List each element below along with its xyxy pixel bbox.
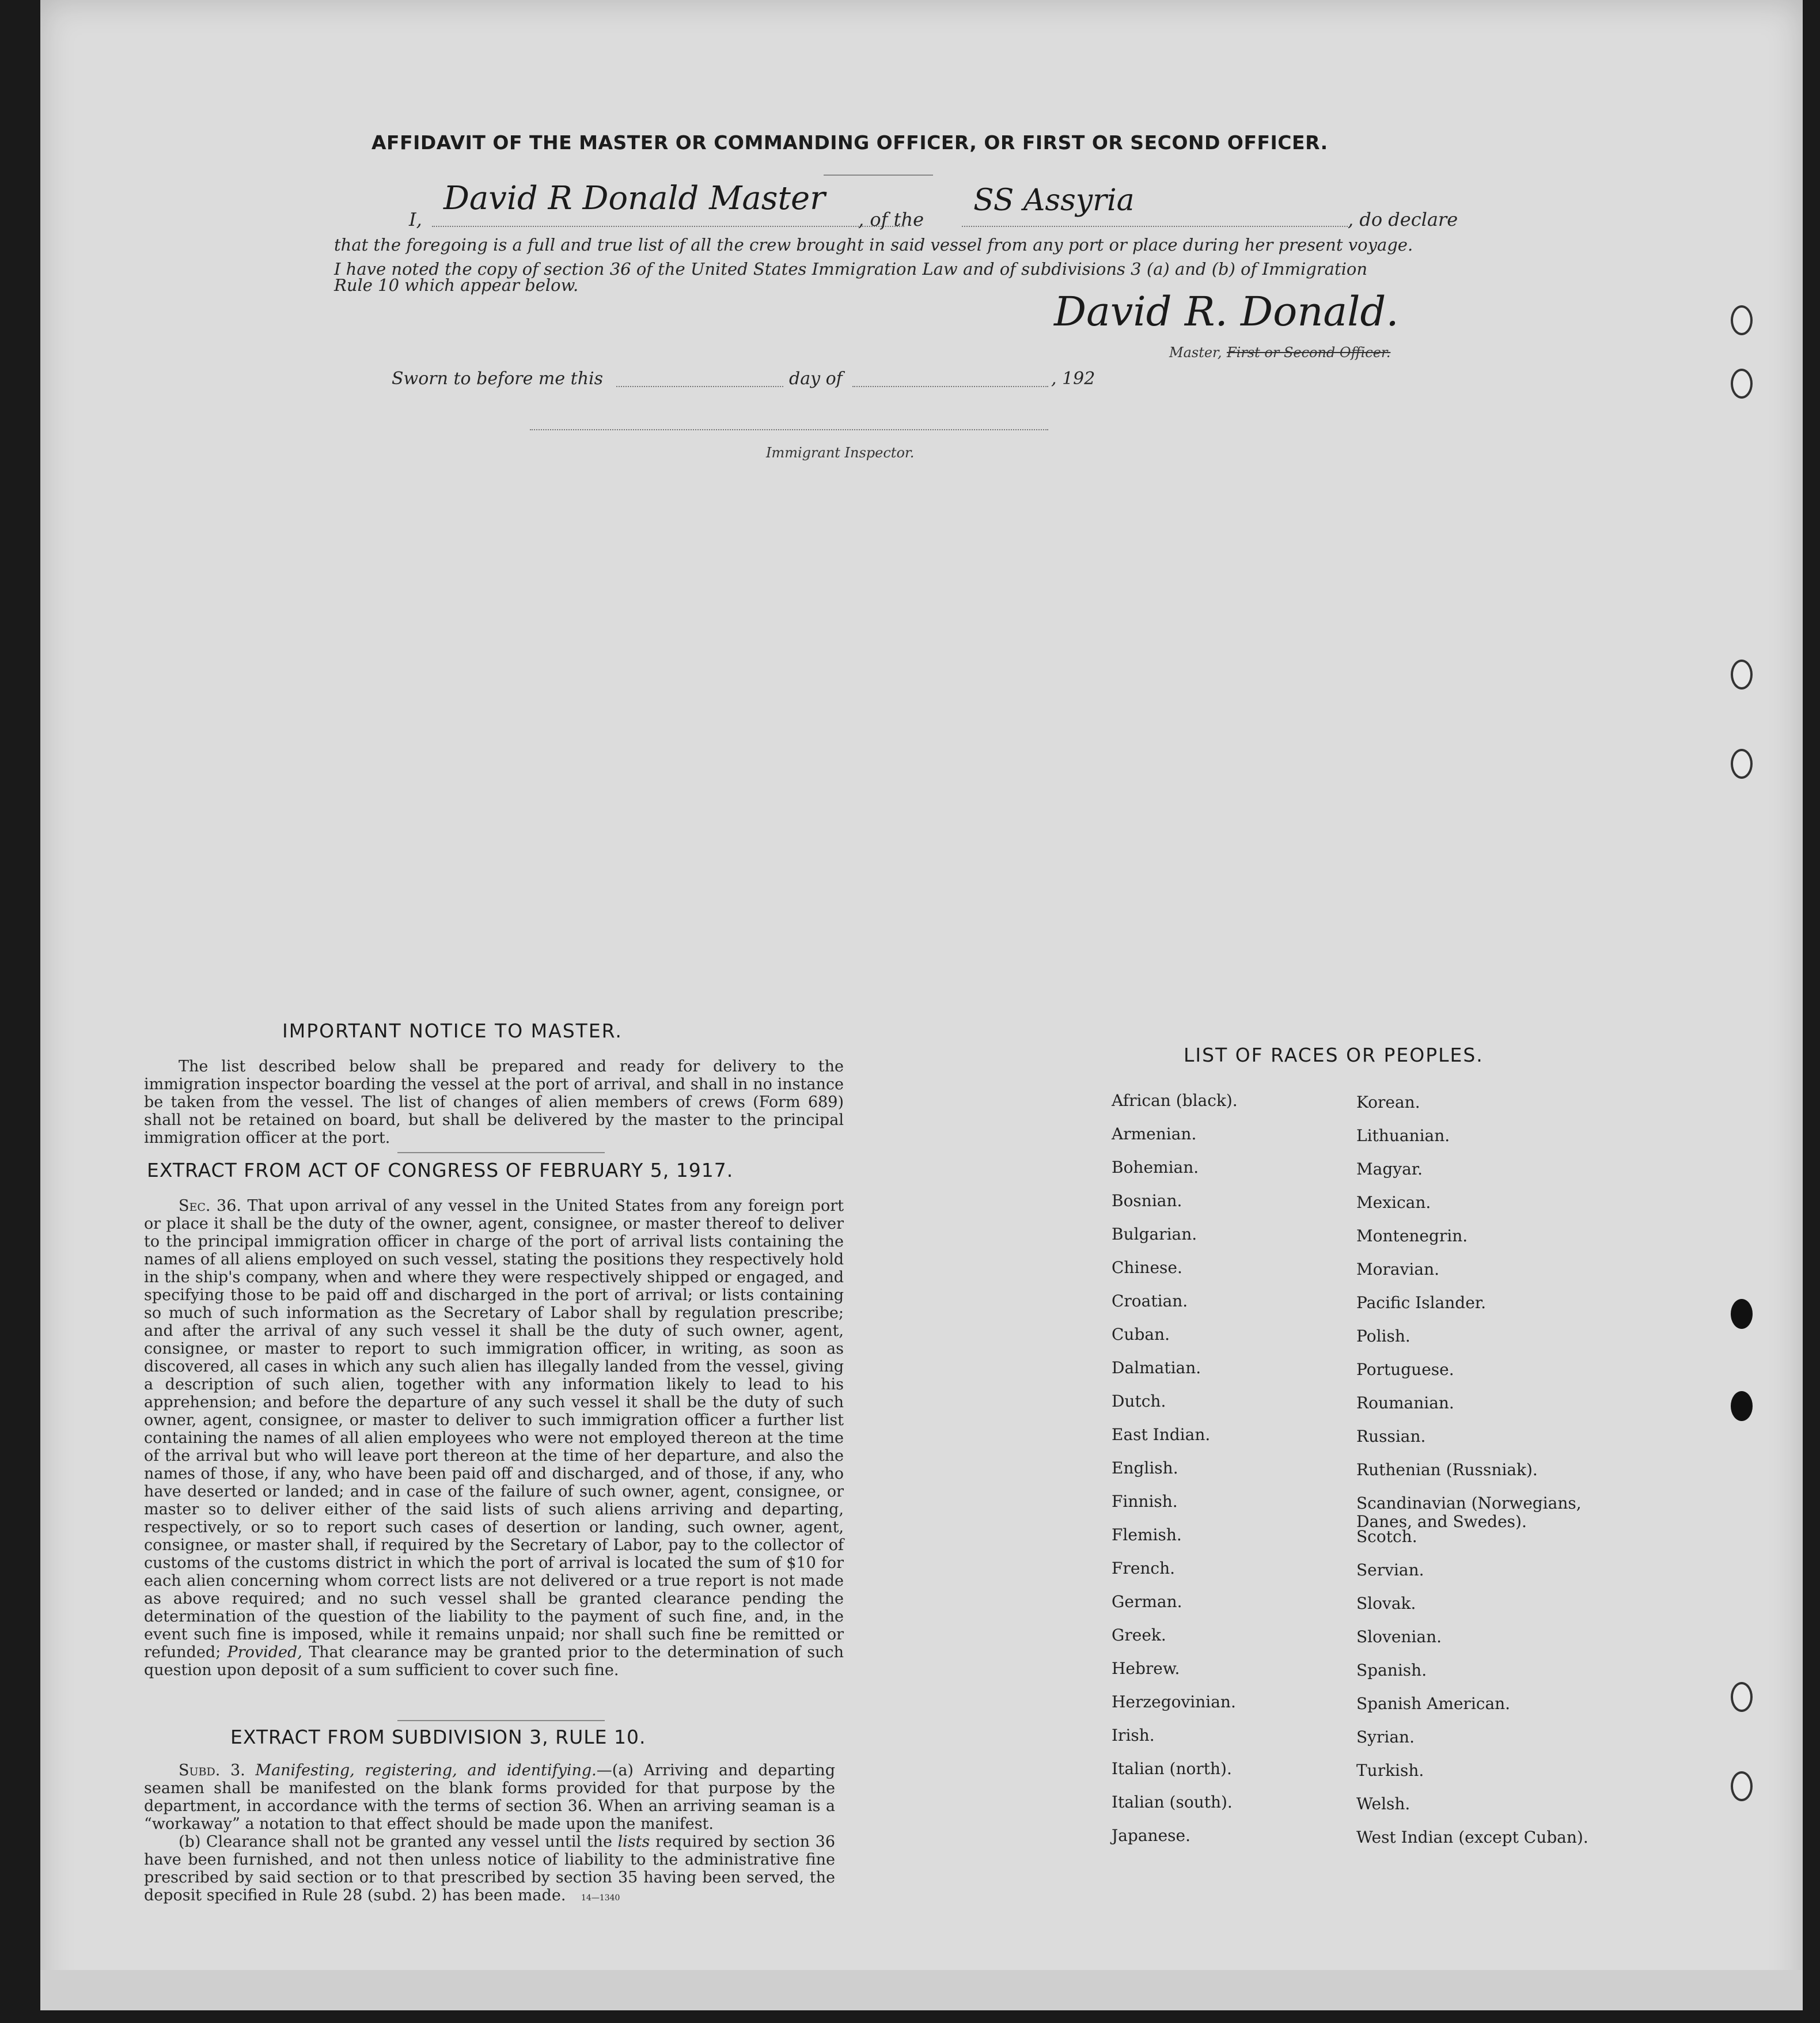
races-column-2 bbox=[1356, 1093, 1633, 1862]
race-item: Italian (north). bbox=[1112, 1759, 1232, 1778]
provided-word: Provided, bbox=[227, 1643, 302, 1661]
sec-label: Sec. 36. bbox=[179, 1197, 241, 1215]
race-item: German. bbox=[1112, 1592, 1182, 1611]
subd-heading: Manifesting, registering, and identifying. bbox=[255, 1761, 597, 1779]
race-item: Polish. bbox=[1356, 1327, 1410, 1346]
race-item: Welsh. bbox=[1356, 1794, 1410, 1813]
race-item: Bohemian. bbox=[1112, 1158, 1199, 1177]
affidavit-line-4: Rule 10 which appear below. bbox=[334, 275, 579, 295]
signer-title-master: Master, bbox=[1169, 344, 1222, 361]
affidavit-i: I, bbox=[409, 209, 422, 230]
inspector-label: Immigrant Inspector. bbox=[766, 445, 915, 461]
race-item: Dalmatian. bbox=[1112, 1358, 1201, 1377]
punch-hole bbox=[1731, 1771, 1753, 1801]
vessel-handwritten: SS Assyria bbox=[973, 183, 1135, 218]
race-item: Slovenian. bbox=[1356, 1627, 1442, 1646]
inspector-signature-line bbox=[530, 429, 1048, 430]
subd-b-text-1: (b) Clearance shall not be granted any vessel until the bbox=[179, 1833, 612, 1851]
vessel-line bbox=[962, 226, 1348, 227]
race-item: Armenian. bbox=[1112, 1124, 1197, 1143]
race-item: Herzegovinian. bbox=[1112, 1692, 1236, 1711]
extract-act-text bbox=[144, 1197, 844, 1679]
race-item: Flemish. bbox=[1112, 1525, 1182, 1544]
declarant-handwritten: David R Donald Master bbox=[443, 180, 825, 217]
affidavit-title: AFFIDAVIT OF THE MASTER OR COMMANDING OFFICER, OR FIRST OR SECOND OFFICER. bbox=[371, 131, 1328, 154]
year-text: , 192 bbox=[1051, 369, 1095, 389]
subd-label: Subd. 3. bbox=[179, 1761, 245, 1779]
month-line bbox=[852, 386, 1048, 387]
signer-title-struck: First or Second Officer. bbox=[1227, 344, 1391, 361]
race-item: Scotch. bbox=[1356, 1527, 1417, 1546]
race-item: Turkish. bbox=[1356, 1761, 1424, 1780]
extract-act-title: EXTRACT FROM ACT OF CONGRESS OF FEBRUARY 5, 1917. bbox=[147, 1159, 734, 1181]
race-item: Russian. bbox=[1356, 1427, 1426, 1446]
race-item: English. bbox=[1112, 1458, 1178, 1478]
subd-b-text-2: required by section 36 have been furnished, and not then unless notice of liability to the administrative fine prescribed by said section or to that prescribed by section 35 having been served, the deposit specified in Rule 28 (subd. 2) has been made. bbox=[144, 1833, 835, 1904]
race-item: Scandinavian (Norwegians, Danes, and Swedes). bbox=[1356, 1494, 1582, 1531]
races-column-1 bbox=[1112, 1092, 1342, 1860]
race-item: Greek. bbox=[1112, 1626, 1166, 1645]
affidavit-line-3: I have noted the copy of section 36 of the United States Immigration Law and of subdivisions 3 (a) and (b) of Immigration bbox=[334, 259, 1368, 279]
affidavit-of-the: , of the bbox=[858, 209, 924, 230]
race-item: Croatian. bbox=[1112, 1291, 1188, 1310]
race-item: Spanish. bbox=[1356, 1661, 1427, 1680]
race-item: Bosnian. bbox=[1112, 1191, 1182, 1210]
race-item: French. bbox=[1112, 1559, 1176, 1578]
declarant-line bbox=[432, 226, 904, 227]
subd-b-lists: lists bbox=[617, 1833, 650, 1851]
sec-36-text: That upon arrival of any vessel in the United States from any foreign port or place it shall be the duty of the owner, agent, consignee, or master thereof to deliver to the principal immigration officer in charge of the port of arrival lists containing the names of all aliens employed on such vessel, stating the positions they respectively hold in the ship's company, when and where they were respectively shipped or engaged, and specifying those to be paid off and discharged in the port of arrival; or lists containing so much of such information as the Secretary of Labor shall by regulation prescribe; and after the arrival of any such vessel it shall be the duty of such owner, agent, consignee, or master to report to such immigration officer, in writing, as soon as discovered, all cases in which any such alien has illegally landed from the vessel, giving a description of such alien, together with any information likely to lead to his apprehension; and before the departure of any such vessel it shall be the duty of such owner, agent, consignee, or master to deliver to such immigration officer a further list containing the names of all alien employees who were not employed thereon at the time of the arrival but who will leave port thereon at the time of her departure, and also the names of those, if any, who have been paid off and discharged, and of those, if any, who have deserted or landed; and in case of the failure of such owner, agent, consignee, or master so to deliver either of the said lists of such aliens arriving and departing, respectively, or so to report such cases of desertion or landing, such owner, agent, consignee, or master shall, if required by the Secretary of Labor, pay to the collector of customs of the customs district in which the port of arrival is located the sum of $10 for each alien concerning whom correct lists are not delivered or a true report is not made as above required; and no such vessel shall be granted clearance pending the determination of the question of the liability to the payment of such fine, and, in the event such fine is imposed, while it remains unpaid; nor shall such fine be remitted or refunded; bbox=[144, 1197, 844, 1661]
race-item: Pacific Islander. bbox=[1356, 1293, 1486, 1312]
sworn-day-line bbox=[616, 386, 783, 387]
punch-hole bbox=[1731, 305, 1753, 335]
race-item: Servian. bbox=[1356, 1560, 1424, 1579]
race-item: Montenegrin. bbox=[1356, 1226, 1468, 1245]
section-rule bbox=[397, 1152, 605, 1153]
extract-rule-text bbox=[144, 1761, 835, 1907]
subd-a-text: —(a) Arriving and departing seamen shall be manifested on the blank forms provided for that purpose by the department, in accordance with the terms of section 36. When an arriving seaman is a “workaway” a notation to that effect should be made upon the manifest. bbox=[144, 1761, 835, 1833]
extract-rule-title: EXTRACT FROM SUBDIVISION 3, RULE 10. bbox=[230, 1726, 646, 1748]
race-item: Mexican. bbox=[1356, 1193, 1431, 1212]
race-item: Portuguese. bbox=[1356, 1360, 1454, 1379]
affidavit-line-2: that the foregoing is a full and true list of all the crew brought in said vessel from any port or place during her present voyage. bbox=[334, 235, 1413, 255]
races-title: LIST OF RACES OR PEOPLES. bbox=[1184, 1044, 1484, 1066]
race-item: Slovak. bbox=[1356, 1594, 1416, 1613]
race-item: Lithuanian. bbox=[1356, 1126, 1450, 1145]
race-item: West Indian (except Cuban). bbox=[1356, 1828, 1588, 1847]
race-item: Roumanian. bbox=[1356, 1393, 1454, 1412]
race-item: Moravian. bbox=[1356, 1260, 1440, 1279]
race-item: Bulgarian. bbox=[1112, 1225, 1197, 1244]
race-item: Syrian. bbox=[1356, 1727, 1415, 1747]
race-item: Dutch. bbox=[1112, 1392, 1166, 1411]
race-item: Magyar. bbox=[1356, 1160, 1423, 1179]
punch-hole bbox=[1731, 1682, 1753, 1712]
title-rule bbox=[824, 175, 933, 176]
race-item: Japanese. bbox=[1112, 1826, 1190, 1845]
race-item: Hebrew. bbox=[1112, 1659, 1180, 1678]
punch-hole bbox=[1731, 1299, 1753, 1329]
day-of-text: day of bbox=[789, 369, 843, 389]
affidavit-do-declare: , do declare bbox=[1348, 209, 1458, 230]
race-item: Cuban. bbox=[1112, 1325, 1170, 1344]
master-signature: David R. Donald. bbox=[1054, 288, 1399, 335]
sec-36-text-end: That clearance may be granted prior to the determination of such question upon deposit of a sum sufficient to cover such fine. bbox=[144, 1643, 844, 1679]
race-item: Italian (south). bbox=[1112, 1793, 1233, 1812]
sworn-text: Sworn to before me this bbox=[392, 369, 604, 389]
section-rule bbox=[397, 1720, 605, 1721]
punch-hole bbox=[1731, 660, 1753, 690]
punch-hole bbox=[1731, 369, 1753, 399]
notice-paragraph: The list described below shall be prepared and ready for delivery to the immigration inspector boarding the vessel at the port of arrival, and shall in no instance be taken from the vessel. The list of changes of alien members of crews (Form 689) shall not be retained on board, but shall be delivered by the master to the principal immigration officer at the port. bbox=[144, 1058, 844, 1147]
race-item: Spanish American. bbox=[1356, 1694, 1511, 1713]
form-number: 14—1340 bbox=[581, 1893, 620, 1903]
race-item: Finnish. bbox=[1112, 1492, 1178, 1511]
race-item: Chinese. bbox=[1112, 1258, 1182, 1277]
notice-text bbox=[144, 1058, 844, 1147]
notice-title: IMPORTANT NOTICE TO MASTER. bbox=[282, 1020, 623, 1042]
race-item: East Indian. bbox=[1112, 1425, 1211, 1444]
punch-hole bbox=[1731, 1391, 1753, 1421]
race-item: Korean. bbox=[1356, 1093, 1420, 1112]
race-item: Irish. bbox=[1112, 1726, 1155, 1745]
document-page bbox=[40, 0, 1803, 2010]
race-item: African (black). bbox=[1112, 1091, 1238, 1110]
punch-hole bbox=[1731, 749, 1753, 779]
race-item: Ruthenian (Russniak). bbox=[1356, 1460, 1538, 1479]
